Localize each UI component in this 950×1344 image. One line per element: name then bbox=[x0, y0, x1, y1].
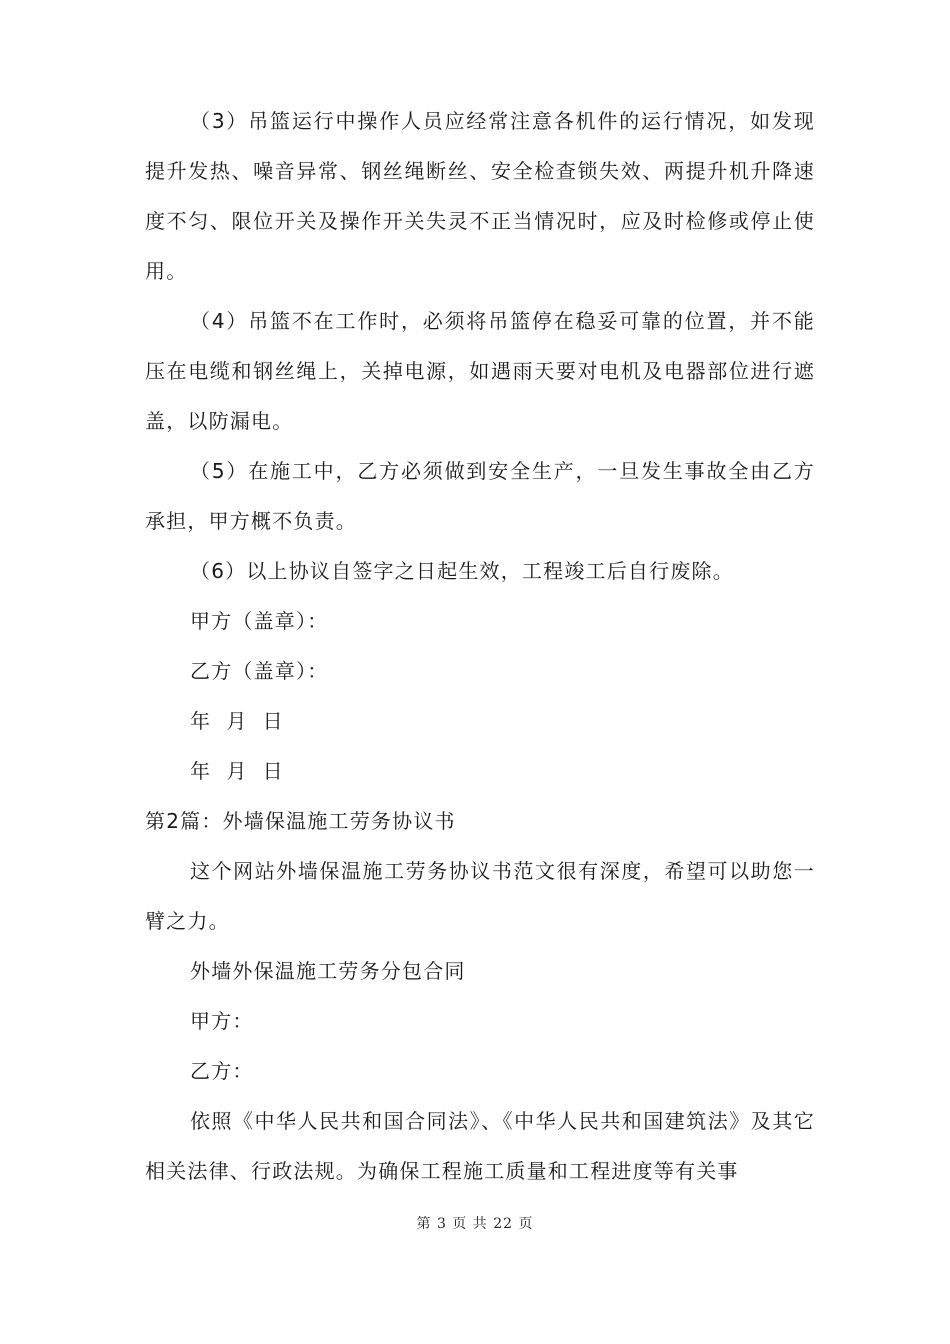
paragraph: （4）吊篮不在工作时，必须将吊篮停在稳妥可靠的位置，并不能压在电缆和钢丝绳上，关掉电源，如遇雨天要对电机及电器部位进行遮盖，以防漏电。 bbox=[145, 309, 815, 433]
page-footer: 第 3 页 共 22 页 bbox=[416, 1216, 534, 1232]
paragraph: （5）在施工中，乙方必须做到安全生产，一旦发生事故全由乙方承担，甲方概不负责。 bbox=[145, 459, 815, 533]
contract-title: 外墙外保温施工劳务分包合同 bbox=[190, 959, 466, 983]
party-line: 甲方： bbox=[190, 1009, 254, 1033]
party-line: 乙方： bbox=[190, 1059, 254, 1083]
section-heading: 第2篇：外墙保温施工劳务协议书 bbox=[145, 809, 456, 833]
paragraph: 依照《中华人民共和国合同法》、《中华人民共和国建筑法》及其它相关法律、行政法规。为确保工程施工质量和工程进度等有关事 bbox=[145, 1109, 815, 1183]
date-line: 年 月 日 bbox=[190, 759, 284, 783]
signature-line: 乙方（盖章）： bbox=[190, 659, 329, 683]
signature-line: 甲方（盖章）： bbox=[190, 609, 329, 633]
paragraph: （3）吊篮运行中操作人员应经常注意各机件的运行情况，如发现提升发热、噪音异常、钢丝绳断丝、安全检查锁失效、两提升机升降速度不匀、限位开关及操作开关失灵不正当情况时，应及时检修或停止使用。 bbox=[145, 109, 815, 283]
paragraph: 这个网站外墙保温施工劳务协议书范文很有深度，希望可以助您一臂之力。 bbox=[145, 859, 815, 933]
paragraph: （6）以上协议自签字之日起生效，工程竣工后自行废除。 bbox=[190, 559, 734, 583]
document-body bbox=[145, 96, 815, 1196]
date-line: 年 月 日 bbox=[190, 709, 284, 733]
